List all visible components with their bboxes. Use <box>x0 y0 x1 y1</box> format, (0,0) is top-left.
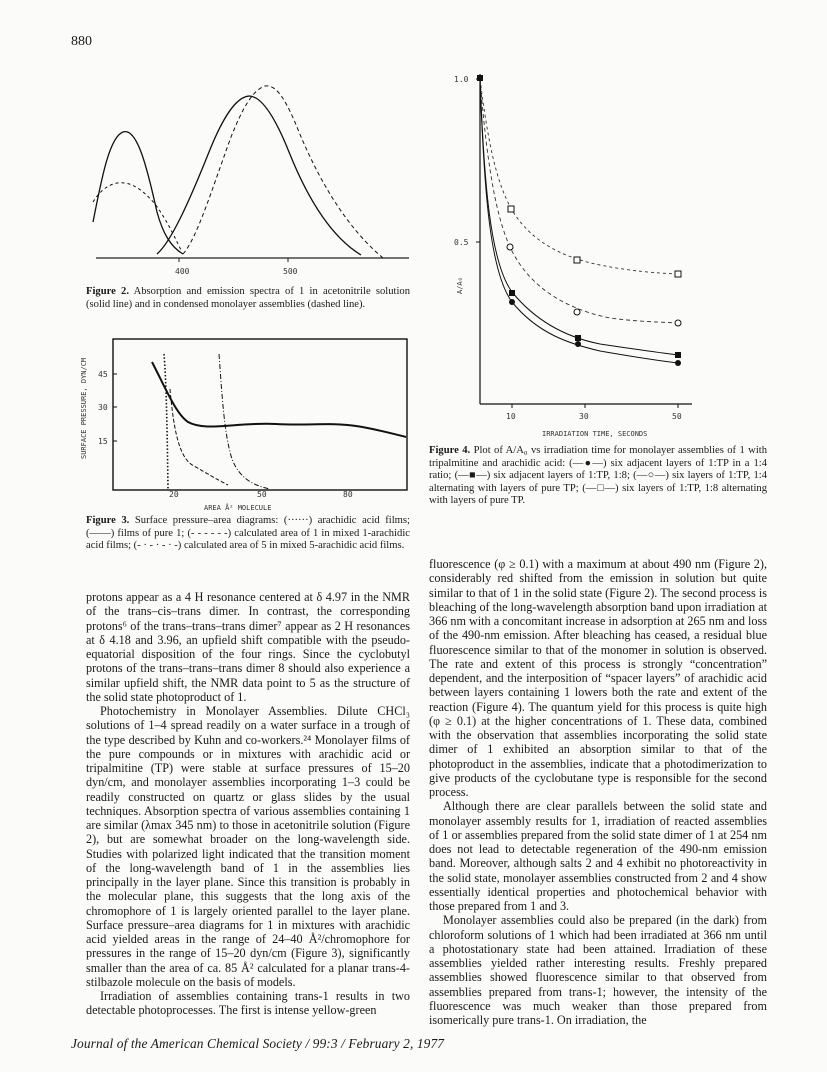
figure-3-x-tick: 50 <box>257 490 267 499</box>
figure-4-point <box>508 206 514 212</box>
figure-4-point <box>575 335 581 341</box>
page-number: 880 <box>71 34 92 49</box>
figure-4-point <box>509 299 515 305</box>
figure-4-x-tick: 30 <box>579 412 589 421</box>
figure-4-point <box>675 320 681 326</box>
figure-3-plot-frame <box>113 339 407 490</box>
figure-3-calc-area-5 <box>219 354 270 489</box>
figure-3-pressure-area <box>76 334 412 512</box>
figure-3-y-tick: 15 <box>98 437 108 446</box>
figure-4-series-open-circles <box>480 79 678 323</box>
figure-4-x-tick: 10 <box>506 412 516 421</box>
figure-3-caption: Figure 3. Surface pressure–area diagrams: (······) arachidic acid films; (——) films of pure 1; (- - - - - -) calculated area of 1 in mixed 1-arachidic acid films; (- · - · - · -) calculated area of 5 in mixed 5-arachidic acid films. <box>86 515 410 551</box>
figure-4-y-tick: 0.5 <box>454 238 469 247</box>
figure-3-pure-1 <box>152 362 406 437</box>
paragraph: protons appear as a 4 H resonance centered at δ 4.97 in the NMR of the trans–cis–trans dimer. In contrast, the corresponding protons⁶ of the trans–trans–trans dimer⁷ appear as 2 H resonances at δ 4.18 and 3.96, an upfield shift compatible with the pseudo-equatorial disposition of the four rings. Since the cyclobutyl protons of the trans–trans–trans dimer 8 should also experience a similar upfield shift, the NMR data point to 5 as the structure of the solid state photoproduct of 1. <box>86 590 410 704</box>
figure-2-spectra <box>71 62 411 284</box>
figure-3-y-tick: 30 <box>98 403 108 412</box>
figure-2-emission-assembly <box>183 86 383 258</box>
figure-2-x-tick: 500 <box>283 267 298 276</box>
figure-4-bleaching-plot <box>440 62 700 444</box>
paragraph: Photochemistry in Monolayer Assemblies. Dilute CHCl₃ solutions of 1–4 spread readily on a water surface in a trough of the type described by Kuhn and co-workers.²⁴ Monolayer films of the pure compounds or in mixtures with arachidic acid or tripalmitine (TP) were stable at surface pressures of 15–20 dyn/cm, and monolayer assemblies incorporating 1–3 could be readily constructed on quartz or glass slides by the usual techniques. Absorption spectra of various assemblies containing 1 are similar (λmax 345 nm) to those in acetonitrile solution (Figure 2), but are somewhat broader on the long-wavelength side. Studies with polarized light indicated that the transition moment of the long-wavelength band of 1 in the assemblies lies principally in the layer plane. Since this transition is probably in the molecular plane, this suggests that the long axis of the chromophore of 1 is largely oriented parallel to the layer plane. Surface pressure–area diagrams for 1 in mixtures with arachidic acid yielded areas in the range of 24–40 Å²/chromophore for pressures in the range of 15–20 dyn/cm (Figure 3), significantly smaller than the area of ca. 85 Å² calculated for a planar trans-4-stilbazole molecule on the basis of models. <box>86 704 410 989</box>
figure-4-caption: Figure 4. Plot of A/A₀ vs irradiation time for monolayer assemblies of 1 with tripalmitine and arachidic acid: (—●—) six adjacent layers of 1:TP in a 1:4 ratio; (—■—) six adjacent layers of 1:TP, 1:8; (—○—) six layers of 1:TP, 1:4 alternating with layers of pure TP; (—□—) six layers of 1:TP, 1:8 alternating with layers of pure TP. <box>429 445 767 506</box>
left-text-column <box>86 590 410 1018</box>
figure-4-y-label: A/A₀ <box>456 277 464 294</box>
figure-4-point <box>675 271 681 277</box>
journal-footer: Journal of the American Chemical Society / 99:3 / February 2, 1977 <box>71 1036 445 1051</box>
figure-3-calc-area-1 <box>170 389 228 485</box>
paragraph: fluorescence (φ ≥ 0.1) with a maximum at about 490 nm (Figure 2), considerably red shifted from the emission in solution but quite similar to that of 1 in the solid state (Figure 2). The second process is bleaching of the long-wavelength absorption band upon irradiation at 366 nm with a concomitant increase in adsorption at 265 nm and loss of the 490-nm emission. After bleaching has ceased, a residual blue fluorescence similar to that of the monomer in solution is observed. The rate and extent of this process is strongly “concentration” dependent, and the interposition of “spacer layers” of arachidic acid between layers containing 1 lowers both the rate and extent of the reaction (Figure 4). The quantum yield for this process is quite high (φ ≥ 0.1) at the higher concentrations of 1. These data, combined with the observation that assemblies incorporating the solid state dimer of 1 exhibited an absorption similar to that of the photoproduct in the assemblies, indicate that a photodimerization to give products of the cyclobutane type is responsible for the second process. <box>429 557 767 799</box>
figure-2-caption: Figure 2. Absorption and emission spectra of 1 in acetonitrile solution (solid line) and in condensed monolayer assemblies (dashed line). <box>86 286 410 310</box>
figure-4-point <box>507 244 513 250</box>
figure-4-point <box>575 341 581 347</box>
right-text-column <box>429 557 767 1027</box>
figure-2-x-tick: 400 <box>175 267 190 276</box>
figure-3-arachidic-acid <box>164 354 168 489</box>
figure-4-point <box>675 352 681 358</box>
figure-3-y-tick: 45 <box>98 370 108 379</box>
figure-3-x-tick: 80 <box>343 490 353 499</box>
figure-4-point <box>477 75 483 81</box>
figure-4-x-tick: 50 <box>672 412 682 421</box>
figure-2-emission-solution <box>157 96 361 255</box>
figure-4-point <box>574 309 580 315</box>
figure-4-point <box>574 257 580 263</box>
paragraph: Although there are clear parallels between the solid state and monolayer assembly results for 1, irradiation of reacted assemblies of 1 or assemblies prepared from the solid state dimer of 1 at 254 nm does not lead to detectable regeneration of the 490-nm emission band. Moreover, although salts 2 and 4 exhibit no photoreactivity in the solid state, monolayer assemblies constructed from 2 and 4 show essentially identical properties and photochemical behavior with those prepared from 1 and 3. <box>429 799 767 913</box>
figure-4-point <box>675 360 681 366</box>
figure-4-point <box>509 290 515 296</box>
figure-3-y-label: SURFACE PRESSURE, DYN/CM <box>80 357 88 459</box>
figure-3-x-label: AREA Å² MOLECULE <box>204 504 272 512</box>
figure-4-series-filled-circles <box>480 79 678 363</box>
figure-4-x-label: IRRADIATION TIME, SECONDS <box>542 430 648 438</box>
figure-2-absorption-solution <box>93 132 183 254</box>
figure-4-y-tick: 1.0 <box>454 75 469 84</box>
figure-3-x-tick: 20 <box>169 490 179 499</box>
paragraph: Irradiation of assemblies containing trans-1 results in two detectable photoprocesses. The first is intense yellow-green <box>86 989 410 1018</box>
paragraph: Monolayer assemblies could also be prepared (in the dark) from chloroform solutions of 1 which had been irradiated at 366 nm until a photostationary state had been attained. Irradiation of these assemblies yielded rather interesting results. Freshly prepared assemblies showed fluorescence similar to that observed from assemblies prepared from trans-1; however, the intensity of the fluorescence was much weaker than those prepared from isomerically pure trans-1. On irradiation, the <box>429 913 767 1027</box>
